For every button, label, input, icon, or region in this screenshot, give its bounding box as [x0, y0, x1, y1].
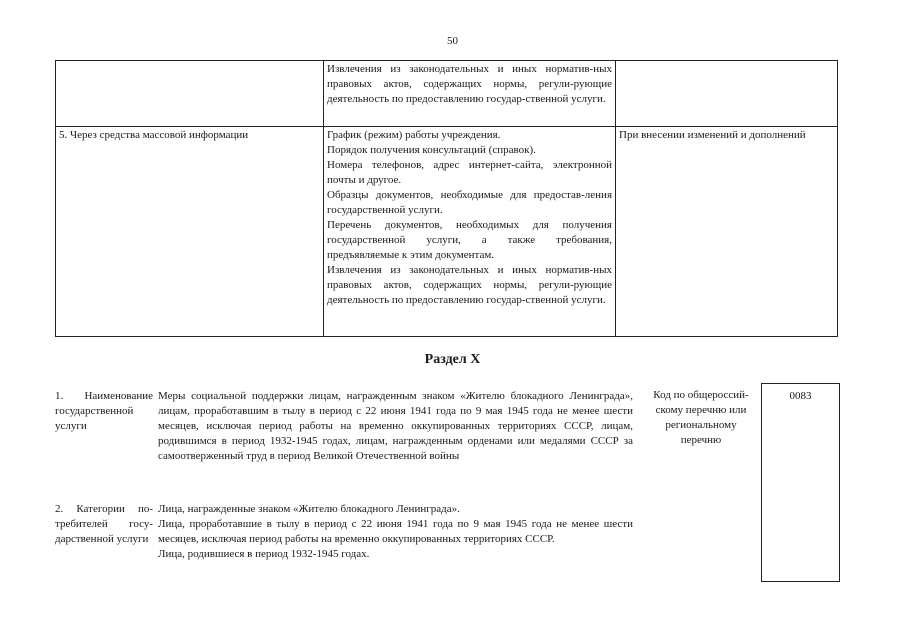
category-item: Лица, награжденные знаком «Жителю блокадного Ленинграда».: [158, 503, 460, 515]
description-item: Номера телефонов, адрес интернет-сайта, электронной почты и другое.: [327, 159, 612, 186]
table-row: [56, 127, 838, 337]
consumer-categories-value: [158, 502, 633, 562]
description-item: Извлечения из законодательных и иных норматив-ных правовых актов, содержащих нормы, регули-рующие деятельность по предоставлению государ-ственной услуги.: [327, 264, 612, 306]
service-name-value: Меры социальной поддержки лицам, награжденным знаком «Жителю блокадного Ленинграда», лицам, проработавшим в тылу в период с 22 июня 1941 года по 9 мая 1945 года не менее шести месяцев, исключая период работы на временно оккупированных территориях СССР, лицам, родившимся в период 1932-1945 годах, лицам, награжденным орденами или медалями СССР за самоотверженный труд в период Великой Отечественной войны: [158, 390, 633, 462]
description-item: Перечень документов, необходимых для получения государственной услуги, а также требования, предъявляемые к этим документам.: [327, 219, 612, 261]
page-number: 50: [447, 35, 458, 47]
table-cell-frequency: При внесении изменений и дополнений: [616, 127, 838, 337]
table-row: [56, 61, 838, 127]
table-cell-description: [324, 127, 616, 337]
code-box: [761, 383, 840, 582]
info-channels-table: [55, 60, 838, 337]
service-name-label: 1. Наименование государственной услуги: [55, 390, 153, 432]
description-item: Порядок получения консультаций (справок).: [327, 144, 536, 156]
code-label: Код по общероссий-скому перечню или региональному перечню: [653, 389, 749, 446]
category-item: Лица, проработавшие в тылу в период с 22 июня 1941 года по 9 мая 1945 года не менее шести месяцев, исключая период работы на временно оккупированных территориях СССР.: [158, 518, 633, 545]
section-title: Раздел X: [424, 352, 481, 367]
table-cell-empty: [56, 61, 324, 127]
consumer-categories-label: 2. Категории по-требителей госу-дарственной услуги: [55, 503, 153, 545]
description-item: Образцы документов, необходимые для предостав-ления государственной услуги.: [327, 189, 612, 216]
table-cell-description: Извлечения из законодательных и иных норматив-ных правовых актов, содержащих нормы, регули-рующие деятельность по предоставлению государ-ственной услуги.: [324, 61, 616, 127]
category-item: Лица, родившиеся в период 1932-1945 годах.: [158, 548, 370, 560]
table-cell-channel: 5. Через средства массовой информации: [56, 127, 324, 337]
code-value: 0083: [789, 390, 812, 402]
description-item: График (режим) работы учреждения.: [327, 129, 501, 141]
table-cell-empty: [616, 61, 838, 127]
